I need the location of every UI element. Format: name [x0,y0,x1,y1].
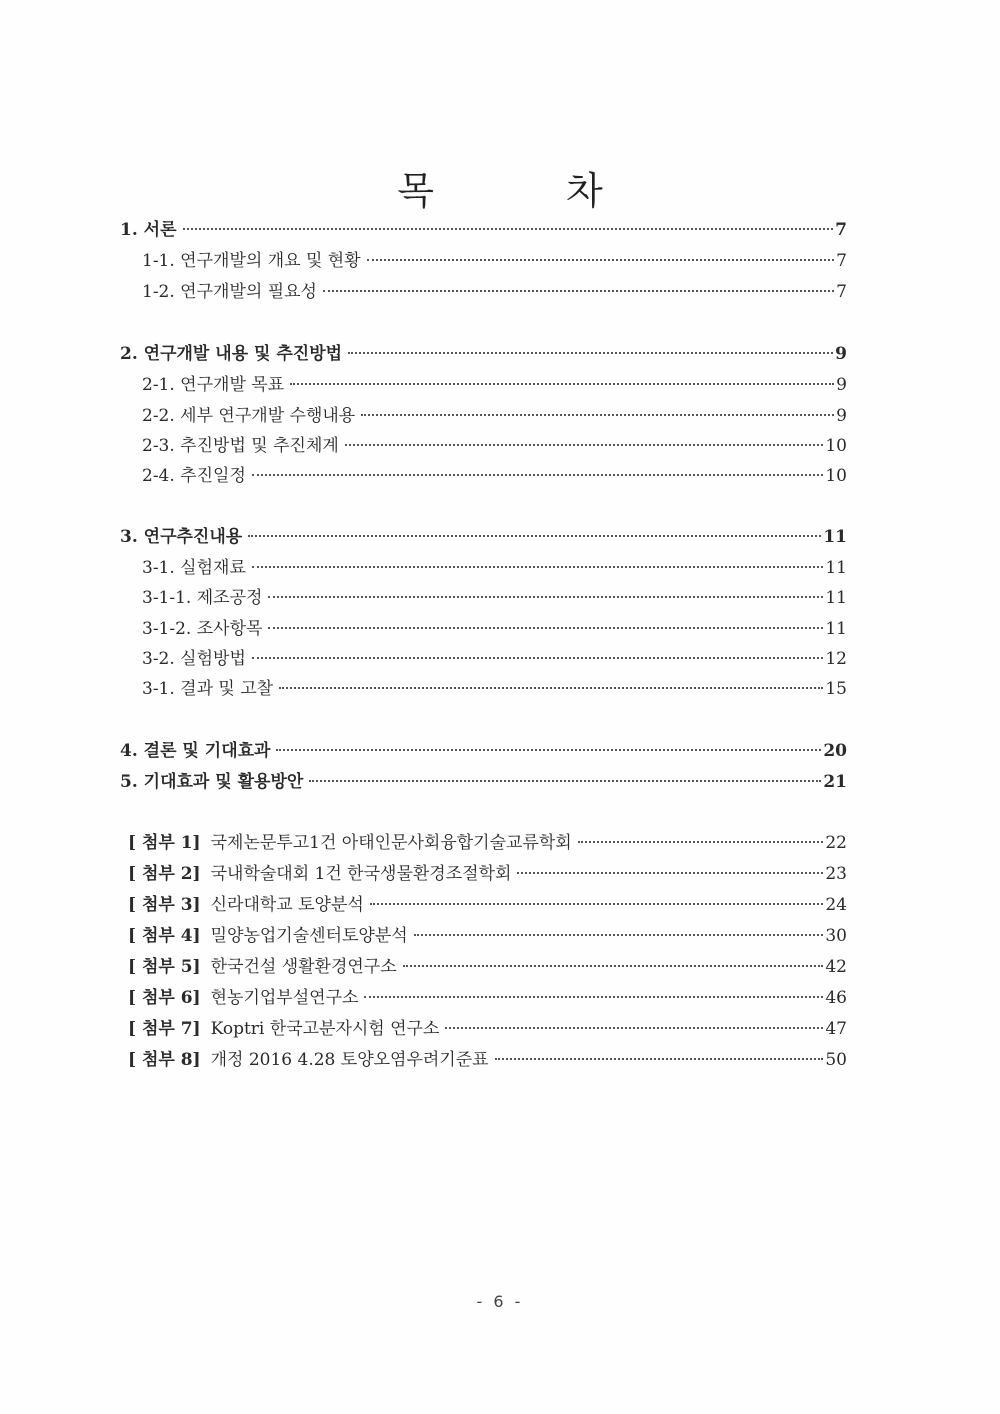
attachment-label [128,983,364,1013]
toc-entry-2-1[interactable] [120,370,847,400]
toc-entry-page: 11 [823,527,847,547]
dot-leader [445,1027,823,1029]
toc-entry-2-2[interactable] [120,401,847,431]
attachment-tag: [ 첨부 3] [128,895,201,915]
attachment-label [128,921,414,951]
page-title: 목 차 [397,169,663,213]
toc-entry-1-2[interactable] [120,277,847,307]
toc-entry-3-3[interactable] [120,674,847,704]
toc-entry-page: 15 [825,679,847,699]
dot-leader [578,841,824,843]
attachment-entry-5[interactable] [120,952,847,982]
toc-entry-label: 2-3. 추진방법 및 추진체계 [142,436,339,456]
dot-leader [252,657,823,659]
dot-leader [517,872,823,874]
attachment-tag: [ 첨부 2] [128,864,201,884]
dot-leader [248,535,821,537]
toc-entry-3-1[interactable] [120,553,847,583]
attachment-tag: [ 첨부 6] [128,988,201,1008]
toc-entry-page: 10 [825,466,847,486]
toc-entry-label: 1. 서론 [120,220,177,240]
dot-leader [268,627,823,629]
attachment-page: 23 [825,864,847,884]
attachment-page: 46 [825,988,847,1008]
toc-entry-label: 3-1. 결과 및 고찰 [142,679,274,699]
dot-leader [268,596,823,598]
toc-entry-3-1-1[interactable] [120,583,847,613]
toc-entry-page: 9 [836,375,847,395]
toc-entry-label: 2-1. 연구개발 목표 [142,375,285,395]
toc-entry-5[interactable] [120,767,847,797]
toc-entry-label: 3-2. 실험방법 [142,649,246,669]
attachment-title: 한국건설 생활환경연구소 [210,957,397,977]
toc-entry-label: 2. 연구개발 내용 및 추진방법 [120,344,343,364]
toc-entry-label: 2-4. 추진일정 [142,466,246,486]
attachment-entry-2[interactable] [120,859,847,889]
toc-entry-page: 9 [835,344,847,364]
dot-leader [345,444,824,446]
dot-leader [361,414,834,416]
toc-entry-page: 11 [825,588,847,608]
attachment-entry-3[interactable] [120,890,847,920]
toc-entry-page: 7 [835,220,847,240]
attachment-entry-8[interactable] [120,1045,847,1075]
attachment-page: 22 [825,833,847,853]
toc-entry-label: 3. 연구추진내용 [120,527,243,547]
attachment-title: Koptri 한국고분자시험 연구소 [210,1019,440,1039]
toc-entry-label: 3-1-2. 조사항목 [142,619,263,639]
toc-entry-2-3[interactable] [120,431,847,461]
attachment-label [128,952,403,982]
attachment-page: 42 [825,957,847,977]
dot-leader [290,383,834,385]
toc-entry-4[interactable] [120,736,847,766]
attachment-title: 신라대학교 토양분석 [210,895,364,915]
attachment-title: 국내학술대회 1건 한국생물환경조절학회 [210,864,512,884]
toc-entry-label: 4. 결론 및 기대효과 [120,741,271,761]
dot-leader [252,474,823,476]
toc-entry-page: 7 [836,282,847,302]
toc-entry-label: 5. 기대효과 및 활용방안 [120,772,304,792]
attachment-page: 24 [825,895,847,915]
dot-leader [367,259,835,261]
attachment-entry-6[interactable] [120,983,847,1013]
dot-leader [495,1058,824,1060]
attachment-label [128,859,517,889]
attachment-title: 밀양농업기술센터토양분석 [210,926,408,946]
toc-entry-page: 12 [825,649,847,669]
toc-entry-label: 2-2. 세부 연구개발 수행내용 [142,406,356,426]
dot-leader [183,228,834,230]
attachment-page: 50 [825,1050,847,1070]
toc-entry-2[interactable] [120,339,847,369]
dot-leader [276,749,821,751]
toc-entry-page: 9 [836,406,847,426]
toc-entry-page: 10 [825,436,847,456]
toc-entry-1-1[interactable] [120,246,847,276]
toc-entry-3-1-2[interactable] [120,614,847,644]
attachment-tag: [ 첨부 4] [128,926,201,946]
attachment-label [128,1045,495,1075]
attachment-label [128,890,370,920]
attachment-entry-4[interactable] [120,921,847,951]
toc-entry-label: 1-2. 연구개발의 필요성 [142,282,317,302]
attachment-tag: [ 첨부 1] [128,833,201,853]
toc-entry-3-2[interactable] [120,644,847,674]
toc-entry-page: 11 [825,619,847,639]
toc-entry-page: 20 [823,741,847,761]
attachment-title: 국제논문투고1건 아태인문사회융합기술교류학회 [210,833,572,853]
toc-entry-label: 3-1-1. 제조공정 [142,588,263,608]
toc-entry-2-4[interactable] [120,461,847,491]
attachment-label [128,828,578,858]
attachment-tag: [ 첨부 8] [128,1050,201,1070]
attachment-title: 현농기업부설연구소 [210,988,359,1008]
toc-entry-label: 1-1. 연구개발의 개요 및 현황 [142,251,361,271]
attachment-entry-7[interactable] [120,1014,847,1044]
attachment-label [128,1014,445,1044]
dot-leader [403,965,824,967]
toc-entry-page: 11 [825,558,847,578]
dot-leader [348,352,833,354]
toc-entry-page: 7 [836,251,847,271]
attachment-page: 30 [825,926,847,946]
toc-entry-1[interactable] [120,215,847,245]
attachment-entry-1[interactable] [120,828,847,858]
toc-entry-3[interactable] [120,522,847,552]
dot-leader [323,290,834,292]
page-number: - 6 - [476,1292,524,1311]
toc-entry-page: 21 [823,772,847,792]
attachment-page: 47 [825,1019,847,1039]
dot-leader [279,687,823,689]
attachment-title: 개정 2016 4.28 토양오염우려기준표 [210,1050,489,1070]
dot-leader [414,934,824,936]
dot-leader [309,780,821,782]
dot-leader [370,903,824,905]
attachment-tag: [ 첨부 7] [128,1019,201,1039]
toc-entry-label: 3-1. 실험재료 [142,558,246,578]
dot-leader [364,996,823,998]
attachment-tag: [ 첨부 5] [128,957,201,977]
dot-leader [252,566,823,568]
